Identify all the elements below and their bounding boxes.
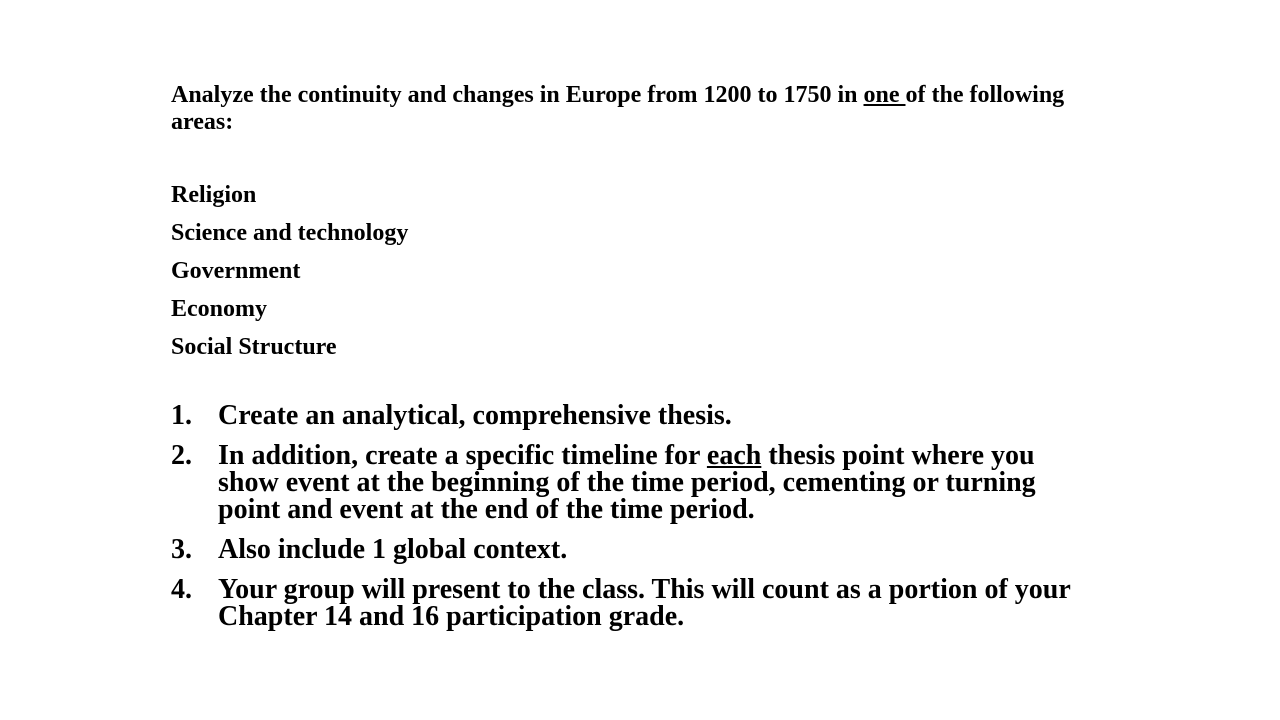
task-item-2 bbox=[171, 442, 1091, 523]
area-item-religion: Religion bbox=[171, 182, 257, 208]
task-text: Also include 1 global context. bbox=[218, 534, 568, 565]
task-item-4 bbox=[171, 576, 1091, 630]
area-item-science: Science and technology bbox=[171, 220, 409, 246]
task-item-1 bbox=[171, 402, 1091, 429]
task-text-before: In addition, create a specific timeline for bbox=[218, 440, 707, 471]
task-number: 3. bbox=[171, 534, 192, 565]
area-item-government: Government bbox=[171, 258, 301, 284]
prompt-after: of the following areas: bbox=[171, 82, 1065, 135]
area-item-economy: Economy bbox=[171, 296, 267, 322]
task-number: 4. bbox=[171, 574, 192, 605]
task-text: Create an analytical, comprehensive thesis. bbox=[218, 400, 732, 431]
areas-list bbox=[171, 180, 408, 370]
task-emphasis: each bbox=[706, 440, 762, 471]
task-item-3 bbox=[171, 536, 1091, 563]
prompt-before: Analyze the continuity and changes in Europe from 1200 to 1750 in bbox=[171, 82, 864, 108]
task-text: Your group will present to the class. This will count as a portion of your Chapter 14 and 16 participation grade. bbox=[218, 574, 1071, 632]
prompt-text bbox=[171, 82, 1111, 136]
task-text-after: thesis point where you show event at the beginning of the time period, cementing or turning point and event at the end of the time period. bbox=[218, 440, 1036, 525]
task-number: 2. bbox=[171, 440, 192, 471]
area-item-social-structure: Social Structure bbox=[171, 334, 337, 360]
prompt-emphasis: one bbox=[863, 82, 906, 108]
tasks-list bbox=[171, 402, 1091, 643]
task-number: 1. bbox=[171, 400, 192, 431]
